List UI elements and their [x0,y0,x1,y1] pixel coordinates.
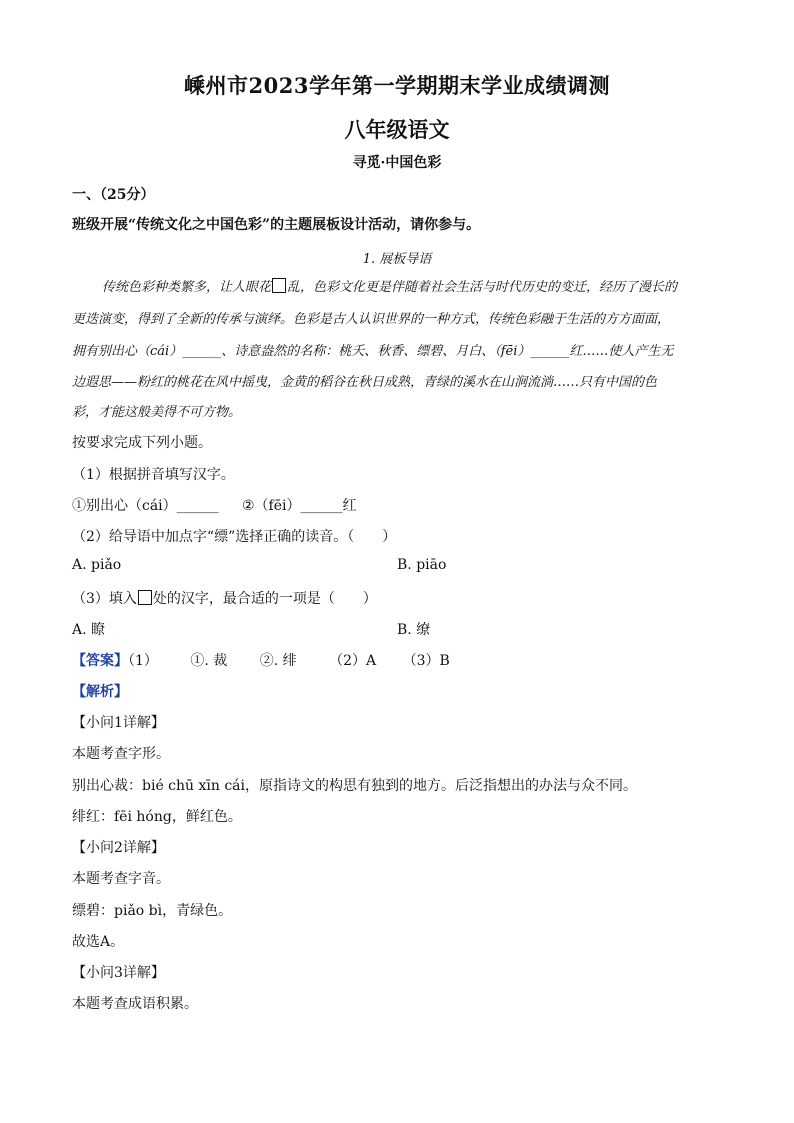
question-1: （1）根据拼音填写汉字。 [72,467,235,483]
analysis-sub1-line2: 别出心裁：bié chū xīn cái，原指诗文的构思有独到的地方。后泛指想出的办法与众不同。 [72,778,638,794]
section-subtitle: 寻觅·中国色彩 [352,155,442,171]
question-1-option-a: ①别出心（cái）______ [72,498,219,514]
question-2: （2）给导语中加点字“缥”选择正确的读音。（ ） [72,529,397,545]
question-3-text: 处的汉字，最合适的一项是（ ） [152,591,377,607]
question-3-text: （3）填入 [72,591,137,607]
question-1-option-b: ②（fēi）______红 [242,498,357,514]
guide-text: 乱，色彩文化更是伴随着社会生活与时代历史的变迁，经历了漫长的 [287,280,678,295]
section-intro: 班级开展“传统文化之中国色彩”的主题展板设计活动，请你参与。 [72,217,481,233]
answer-part-1a: . 裁 [204,653,228,669]
answer-part-2: （2）A [329,653,377,669]
analysis-sub2-line3: 故选A。 [72,934,125,950]
analysis-sub2-line2: 缥碧：piǎo bì，青绿色。 [72,903,233,919]
answer-line [72,650,450,670]
guide-line-4: 边遐思——粉红的桃花在风中摇曳，金黄的稻谷在秋日成熟，青绿的溪水在山涧流淌……只有中国的色 [72,375,658,390]
answer-part-1a-number: ① [190,653,205,669]
analysis-sub3-line1: 本题考查成语积累。 [72,996,198,1012]
subject-title: 八年级语文 [344,117,450,142]
guide-line-5: 彩，才能这般美得不可方物。 [72,405,242,420]
exam-title: 嵊州市2023学年第一学期期末学业成绩调测 [184,73,610,98]
instruction: 按要求完成下列小题。 [72,435,212,451]
analysis-sub1-line1: 本题考查字形。 [72,746,170,762]
answer-tag: 【答案】 [72,653,128,669]
guide-text: 传统色彩种类繁多，让人眼花 [102,280,272,295]
blank-box-icon [272,278,286,293]
question-2-option-a: A. piǎo [72,557,122,573]
blank-box-icon [138,590,152,605]
answer-part-1b: . 绯 [273,653,297,669]
guide-heading: 1. 展板导语 [362,252,432,267]
guide-line-3: 拥有别出心（cái）______、诗意盎然的名称：桃夭、秋香、缥碧、月白、（fēi）______红……使人产生无 [72,344,674,359]
answer-part-1b-number: ② [259,653,274,669]
analysis-sub3-tag: 【小问3详解】 [72,965,165,981]
answer-part-3: （3）B [402,653,450,669]
question-3-option-b: B. 缭 [397,622,431,638]
section-heading: 一、（25分） [72,187,155,203]
answer-part-1: （1） [128,653,158,669]
question-2-option-b: B. piāo [397,557,447,573]
analysis-sub2-line1: 本题考查字音。 [72,871,170,887]
question-3-option-a: A. 瞭 [72,622,106,638]
analysis-sub2-tag: 【小问2详解】 [72,840,165,856]
analysis-tag: 【解析】 [72,684,128,700]
guide-line-2: 更迭演变，得到了全新的传承与演绎。色彩是古人认识世界的一种方式，传统色彩融于生活的方方面面， [72,312,671,327]
analysis-sub1-line3: 绯红：fēi hóng，鲜红色。 [72,809,242,825]
analysis-sub1-tag: 【小问1详解】 [72,715,165,731]
guide-line-1 [102,276,677,295]
question-3 [72,588,377,608]
